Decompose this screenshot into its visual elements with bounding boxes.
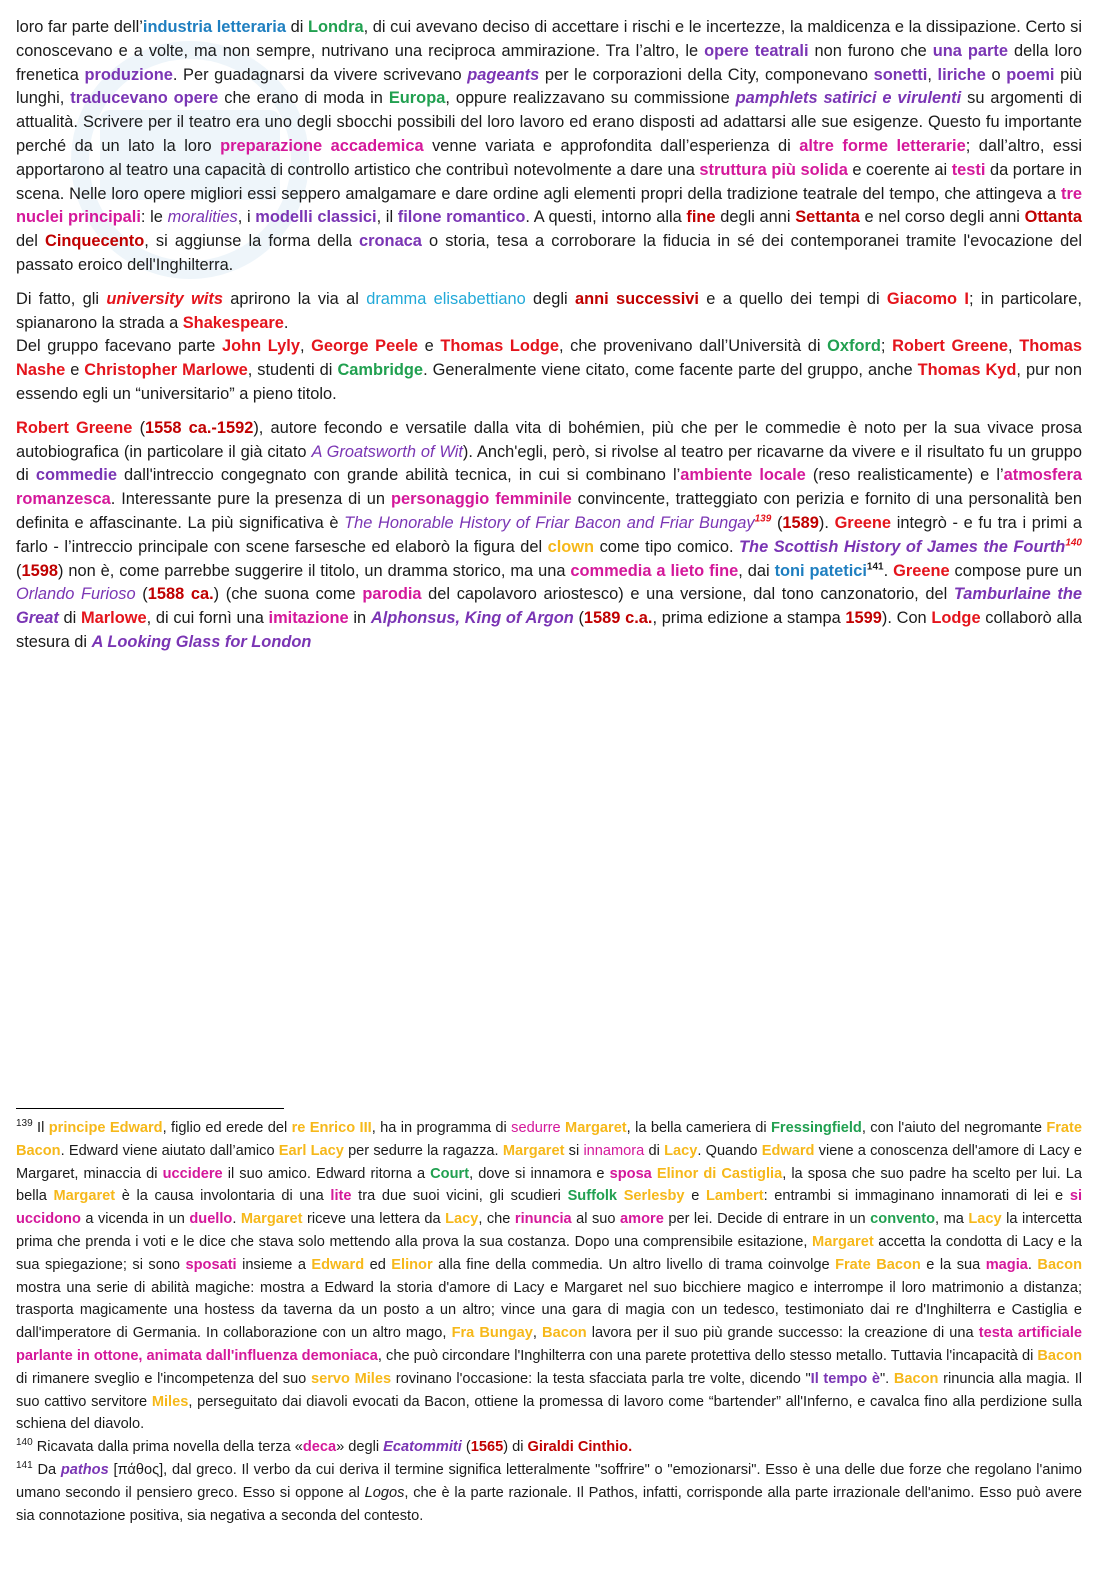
text-run: , che è la parte razionale. Il Pathos, infatti, corrisponde alla parte irrazionale dell'animo. Esso può avere sia connotazione positiva, sia negativa a seconda del contesto.: [16, 1484, 1082, 1524]
highlight-term: Lambert: [705, 1188, 764, 1205]
text-run: , che: [478, 1211, 515, 1228]
text-run: . Generalmente viene citato, come facente parte del gruppo, anche: [423, 361, 918, 380]
text-run: ) (che suona come: [213, 585, 363, 604]
highlight-term: lite: [330, 1188, 352, 1205]
highlight-term: poemi: [1006, 65, 1055, 84]
highlight-term: sonetti: [873, 65, 928, 84]
highlight-term: Lacy: [445, 1211, 479, 1228]
highlight-term: Elinor di Castiglia: [656, 1165, 783, 1182]
text-run: è la causa involontaria di una: [115, 1188, 331, 1205]
text-run: che erano di moda in: [218, 89, 389, 108]
text-run: , perseguitato dai diavoli evocati da Bacon, ottiene la promessa di lavoro come “bartender” all'Inferno, e cavalca fino alla perdizione sulla schiena del diavolo.: [16, 1393, 1082, 1433]
highlight-term: anni successivi: [574, 289, 699, 308]
highlight-term: Serlesby: [623, 1188, 685, 1205]
highlight-term: industria letteraria: [142, 18, 286, 36]
text-run: si: [564, 1142, 584, 1159]
text-run: non furono che: [808, 41, 933, 60]
text-run: insieme a: [236, 1256, 312, 1273]
text-run: tra due suoi vicini, gli scudieri: [351, 1188, 568, 1205]
highlight-term: Bacon: [542, 1325, 587, 1342]
highlight-term: Tamburlaine the Great: [16, 585, 1082, 628]
text-run: , con l'aiuto del negromante: [861, 1120, 1047, 1136]
highlight-term: Giacomo I: [886, 289, 969, 308]
highlight-term: John Lyly: [222, 337, 300, 356]
text-run: (: [135, 585, 148, 604]
highlight-term: amore: [620, 1211, 664, 1228]
text-run: Il: [32, 1120, 49, 1136]
highlight-term: The Scottish History of James the Fourth: [739, 537, 1066, 556]
highlight-term: atmosfera romanzesca: [16, 466, 1082, 509]
text-run: ,: [299, 337, 312, 356]
text-run: ed: [364, 1256, 392, 1273]
highlight-term: Marlowe: [81, 609, 147, 628]
highlight-term: Elinor: [391, 1256, 433, 1273]
footnotes: [16, 1117, 1082, 1527]
text-run: ,: [1008, 337, 1020, 356]
text-run: ) di: [503, 1439, 528, 1456]
highlight-term: deca: [302, 1439, 337, 1456]
highlight-term: 1599: [845, 609, 882, 628]
text-run: . Interessante pure la presenza di un: [110, 490, 391, 509]
highlight-term: 1558 ca.-1592: [145, 418, 254, 437]
text-run: per lei. Decide di entrare in un: [663, 1211, 871, 1228]
highlight-term: Christopher Marlowe: [84, 361, 248, 380]
highlight-term: uccidere: [162, 1165, 223, 1182]
footnote-140: [16, 1436, 1082, 1459]
highlight-term: produzione: [84, 65, 173, 84]
highlight-term: Thomas Nashe: [16, 337, 1083, 380]
text-run: a vicenda in un: [80, 1211, 190, 1228]
text-run: e coerente ai: [847, 160, 952, 179]
text-run: ), autore fecondo e versatile dalla vita di bohémien, più che per le commedie è noto per la sua vivace prosa autobiografica (in particolare il già citato: [16, 418, 1082, 461]
footnote-139: [16, 1117, 1082, 1436]
highlight-term: Greene: [893, 561, 950, 580]
text-run: . Edward viene aiutato dall’amico: [60, 1142, 279, 1159]
text-run: , di cui fornì una: [146, 609, 269, 628]
text-run: . Per guadagnarsi da vivere scrivevano: [172, 65, 468, 84]
text-run: , pur non essendo egli un “universitario” a pieno titolo.: [16, 361, 1082, 403]
text-run: . A questi, intorno alla: [525, 208, 687, 227]
highlight-term: convento: [870, 1211, 936, 1228]
text-run: collaborò alla stesura di: [16, 609, 1082, 651]
text-run: , ma: [935, 1211, 969, 1228]
text-run: accetta la condotta di Lacy e la sua spiegazione; si sono: [16, 1233, 1082, 1273]
highlight-term: si uccidono: [16, 1188, 1082, 1228]
text-run: compose pure un: [949, 561, 1082, 580]
highlight-term: Lacy: [968, 1211, 1002, 1228]
highlight-term: Margaret: [502, 1142, 565, 1159]
text-run: per sedurre la ragazza.: [343, 1142, 503, 1159]
text-run: (: [461, 1439, 471, 1456]
highlight-term: testa artificiale parlante in ottone, animata dall'influenza demoniaca: [16, 1325, 1083, 1364]
highlight-term: Edward: [311, 1256, 365, 1273]
text-run: integrò - e fu tra i primi a farlo - l’intreccio principale con scene farsesche ed elaborò la figura del: [16, 513, 1083, 556]
highlight-term: Robert Greene: [892, 337, 1008, 356]
highlight-term: Margaret: [565, 1120, 627, 1136]
highlight-term: Frate Bacon: [835, 1256, 921, 1273]
text-run: e: [65, 361, 85, 380]
highlight-term: The Honorable History of Friar Bacon and Friar Bungay: [344, 513, 755, 532]
highlight-term: Thomas Lodge: [440, 337, 559, 356]
highlight-term: rinuncia: [514, 1211, 572, 1228]
text-run: o storia, tesa a corroborare la fiducia in sé dei contemporanei tramite l'evocazione del passato eroico dell'Inghilterra.: [16, 232, 1083, 274]
highlight-term: ambiente locale: [680, 466, 806, 485]
highlight-term: 1589: [782, 513, 819, 532]
highlight-term: struttura più solida: [699, 160, 848, 179]
highlight-term: altre forme letterarie: [799, 136, 966, 155]
text-run: lavora per il suo più grande successo: la creazione di una: [586, 1325, 979, 1342]
highlight-term: una parte: [932, 41, 1008, 60]
highlight-term: dramma elisabettiano: [366, 289, 526, 308]
text-run: di: [58, 609, 81, 628]
highlight-term: 1589 c.a.: [583, 609, 653, 628]
highlight-term: servo Miles: [310, 1370, 392, 1387]
text-run: Del gruppo facevano parte: [16, 337, 222, 356]
paragraph-university-wits-production: [16, 16, 1082, 278]
highlight-term: Lodge: [931, 609, 981, 628]
highlight-term: Il tempo è: [810, 1370, 880, 1387]
highlight-term: Europa: [388, 89, 446, 108]
highlight-term: Lacy: [664, 1142, 698, 1159]
highlight-term: opere teatrali: [704, 41, 809, 60]
text-run: (: [771, 513, 783, 532]
highlight-term: traducevano opere: [70, 89, 219, 108]
text-run: o: [985, 65, 1007, 84]
text-run: : le: [140, 208, 168, 227]
text-run: , oppure realizzavano su commissione: [445, 89, 736, 108]
text-run: , che provenivano dall’Università di: [558, 337, 828, 356]
highlight-term: re Enrico III: [291, 1120, 372, 1136]
highlight-term: 1565: [470, 1439, 504, 1456]
text-run: convincente, tratteggiato con perizia e fornito di una personalità ben definita e affascinante. La più significativa è: [16, 490, 1083, 532]
highlight-term: Earl Lacy: [278, 1142, 344, 1159]
highlight-term: clown: [547, 537, 595, 556]
highlight-term: 1598: [21, 561, 58, 580]
text-run: , ha in programma di: [371, 1120, 512, 1136]
highlight-term: Bacon: [1037, 1256, 1083, 1273]
text-run: ,: [532, 1325, 543, 1342]
highlight-term: Bacon: [893, 1370, 939, 1387]
text-run: Di fatto, gli: [16, 289, 107, 308]
text-run: Logos: [364, 1484, 405, 1501]
text-run: dall'intreccio congegnato con grande abilità tecnica, in cui si combinano l’: [116, 466, 681, 485]
text-run: rovinano l'occasione: la testa sfacciata parla tre volte, dicendo ": [391, 1370, 811, 1387]
highlight-term: Shakespeare: [182, 313, 284, 332]
text-run: (: [132, 418, 146, 437]
highlight-term: pathos: [60, 1461, 109, 1478]
text-run: di: [644, 1142, 665, 1159]
text-run: , che può circondare l'Inghilterra con una parete protettiva dello stesso metallo. Tuttavia l'incapacità di: [377, 1347, 1038, 1364]
highlight-term: modelli classici: [255, 208, 377, 227]
text-run: , dove si innamora e: [469, 1165, 610, 1182]
highlight-term: sedurre: [511, 1120, 561, 1136]
highlight-term: sposati: [185, 1256, 237, 1273]
text-run: , la sposa che suo padre ha scelto per lui. La bella: [16, 1165, 1082, 1205]
highlight-term: filone romantico: [397, 208, 526, 227]
highlight-term: parodia: [362, 585, 422, 604]
text-run: più lunghi,: [16, 65, 1082, 108]
highlight-term: A Groatsworth of Wit: [311, 442, 463, 461]
highlight-term: moralities: [167, 208, 238, 227]
footnote-ref: 141: [16, 1460, 33, 1472]
text-run: .: [232, 1211, 241, 1228]
highlight-term: Londra: [308, 18, 364, 36]
text-run: e: [418, 337, 441, 356]
text-run: il suo amico. Edward ritorna a: [222, 1165, 431, 1182]
highlight-term: 1588 ca.: [147, 585, 214, 604]
highlight-term: Oxford: [827, 337, 881, 356]
text-run: su argomenti di attualità. Scrivere per il teatro era uno degli sbocchi possibili del loro lavoro ed erano disposti ad adattarsi alle sue esigenze. Questo fu importante perché da un lato la loro: [16, 89, 1082, 155]
text-run: [πάθος], dal greco. Il verbo da cui deriva il termine significa letteralmente "soffrire" o "emozionarsi". Esso è una delle due forze che regolano l'animo umano secondo il pensiero greco. Esso si oppone al: [16, 1461, 1083, 1501]
text-run: e: [684, 1188, 706, 1205]
highlight-term: Robert Greene: [16, 418, 133, 437]
text-run: » degli: [336, 1439, 384, 1456]
highlight-term: tre nuclei principali: [16, 184, 1082, 227]
footnote-separator: [16, 1108, 284, 1109]
text-run: : entrambi si immaginano innamorati di lei e: [763, 1188, 1070, 1205]
text-run: ;: [880, 337, 893, 356]
footnote-ref: 141: [866, 561, 884, 573]
text-run: di rimanere sveglio e l'incompetenza del suo: [16, 1370, 311, 1387]
highlight-term: fine: [686, 208, 716, 227]
highlight-term: George Peele: [311, 337, 418, 356]
text-run: .: [1027, 1256, 1038, 1273]
text-run: loro far parte dell’: [16, 18, 143, 36]
highlight-term: Cambridge: [337, 361, 424, 380]
highlight-term: Alphonsus, King of Argon: [370, 609, 574, 628]
text-run: al suo: [571, 1211, 621, 1228]
text-run: , studenti di: [247, 361, 338, 380]
highlight-term: Fra Bungay: [451, 1325, 533, 1342]
paragraph-robert-greene: [16, 417, 1082, 655]
highlight-term: Greene: [834, 513, 892, 532]
text-run: ).: [818, 513, 835, 532]
highlight-term: Fressingfield: [771, 1120, 862, 1136]
text-run: , il: [376, 208, 398, 227]
text-run: del: [16, 232, 45, 251]
highlight-term: Ecatommiti: [383, 1439, 462, 1456]
highlight-term: duello: [189, 1211, 233, 1228]
highlight-term: Orlando Furioso: [16, 585, 136, 604]
text-run: Ricavata dalla prima novella della terza «: [32, 1439, 303, 1456]
highlight-term: pageants: [467, 65, 540, 84]
highlight-term: Margaret: [240, 1211, 303, 1228]
highlight-term: Miles: [151, 1393, 189, 1410]
highlight-term: university wits: [106, 289, 223, 308]
text-run: ). Anch'egli, però, si rivolse al teatro per ricavarne da vivere e il risultato fu un gruppo di: [16, 442, 1082, 485]
text-run: (: [16, 561, 22, 580]
text-run: per le corporazioni della City, componevano: [539, 65, 874, 84]
highlight-term: testi: [951, 160, 986, 179]
highlight-term: Margaret: [812, 1233, 874, 1250]
text-run: mostra una serie di abilità magiche: mostra a Edward la storia d'amore di Lacy e Margaret nel suo bicchiere magico e interrompe il loro matrimonio a distanza; trasporta magicamente una hostess da taverna da un posto a un altro; vince una gara di magia con un tedesco, testimoniato dai re d'Inghilterra e Castiglia e dall'imperatore di Germania. In collaborazione con un altro mago,: [16, 1279, 1082, 1342]
main-text: [16, 16, 1082, 655]
highlight-term: personaggio femminile: [390, 490, 572, 509]
text-run: aprirono la via al: [222, 289, 367, 308]
text-run: e nel corso degli anni: [859, 208, 1025, 227]
highlight-term: Bacon: [1037, 1347, 1082, 1364]
highlight-term: principe Edward: [48, 1120, 163, 1136]
footnote-ref: 139: [16, 1118, 33, 1130]
text-run: e a quello dei tempi di: [698, 289, 887, 308]
text-run: come tipo comico.: [594, 537, 740, 556]
text-run: rinuncia alla magia. Il suo cattivo servitore: [16, 1370, 1083, 1410]
highlight-term: Suffolk: [567, 1188, 618, 1205]
text-run: di: [285, 18, 309, 36]
highlight-term: Giraldi Cinthio.: [527, 1439, 633, 1456]
text-run: del capolavoro ariostesco) e una versione, dal tono canzonatorio, del: [421, 585, 954, 604]
text-run: riceve una lettera da: [302, 1211, 446, 1228]
text-run: venne variata e approfondita dall’esperienza di: [423, 136, 800, 155]
text-run: alla fine della commedia. Un altro livello di trama coinvolge: [432, 1256, 836, 1273]
footnote-141: [16, 1459, 1082, 1527]
highlight-term: commedia a lieto fine: [570, 561, 739, 580]
text-run: .: [283, 313, 289, 332]
highlight-term: toni patetici: [774, 561, 867, 580]
highlight-term: Frate Bacon: [16, 1120, 1083, 1159]
text-run: , la bella cameriera di: [626, 1120, 772, 1136]
text-run: (reso realisticamente) e l’: [805, 466, 1004, 485]
highlight-term: Court: [430, 1165, 470, 1182]
highlight-term: Thomas Kyd: [917, 361, 1017, 380]
highlight-term: A Looking Glass for London: [91, 632, 312, 651]
highlight-term: Ottanta: [1024, 208, 1083, 227]
text-run: da portare in scena. Nelle loro opere migliori essi seppero amalgamare e dare ordine agli elementi propri della tradizione teatrale del tempo, che attingeva a: [16, 160, 1082, 203]
highlight-term: liriche: [937, 65, 986, 84]
text-run: , figlio ed erede del: [162, 1120, 292, 1136]
text-run: della loro frenetica: [16, 41, 1082, 84]
paragraph-group-members: [16, 288, 1082, 407]
text-run: . Quando: [697, 1142, 762, 1159]
text-run: [617, 1188, 624, 1204]
text-run: ,: [927, 65, 938, 84]
highlight-term: Margaret: [53, 1188, 116, 1205]
text-run: ). Con: [881, 609, 932, 628]
highlight-term: Edward: [761, 1142, 815, 1159]
text-run: , i: [237, 208, 256, 227]
highlight-term: innamora: [583, 1142, 645, 1159]
highlight-term: preparazione accademica: [220, 136, 424, 155]
highlight-term: Settanta: [795, 208, 860, 227]
text-run: , dai: [738, 561, 775, 580]
highlight-term: magia: [985, 1256, 1028, 1273]
footnote-ref: 140: [1065, 537, 1082, 549]
text-run: .: [883, 561, 894, 580]
footnote-ref: 140: [16, 1437, 33, 1449]
text-run: in: [348, 609, 371, 628]
text-run: la intercetta prima che prenda i voti e le dice che stava solo mettendo alla prova la sua costanza. Dopo una comprensibile esitazione,: [16, 1211, 1082, 1250]
text-run: Da: [32, 1461, 61, 1478]
highlight-term: pamphlets satirici e virulenti: [735, 89, 962, 108]
text-run: degli anni: [715, 208, 796, 227]
text-run: , di cui avevano deciso di accettare i rischi e le incertezze, la maldicenza e la dissipazione. Certo si conoscevano e a volte, ma non sempre, nutrivano una reciproca ammirazione. Tra l’altro, le: [16, 18, 1082, 60]
highlight-term: cronaca: [359, 232, 422, 251]
text-run: ".: [879, 1370, 894, 1387]
text-run: ) non è, come parrebbe suggerire il titolo, un dramma storico, ma una: [57, 561, 571, 580]
text-run: ; dall’altro, essi apportarono al teatro una capacità di controllo artistico che contribuì notevolmente a dare una: [16, 136, 1083, 179]
text-run: (: [573, 609, 584, 628]
highlight-term: commedie: [35, 466, 117, 485]
highlight-term: imitazione: [268, 609, 349, 628]
highlight-term: sposa: [609, 1165, 652, 1182]
text-run: e la sua: [920, 1256, 986, 1273]
text-run: , si aggiunse la forma della: [144, 232, 360, 251]
text-run: ; in particolare, spianarono la strada a: [16, 289, 1082, 332]
footnote-ref: 139: [754, 513, 772, 525]
text-run: degli: [525, 289, 575, 308]
text-run: , prima edizione a stampa: [652, 609, 846, 628]
text-run: viene a conoscenza dell'amore di Lacy e Margaret, minaccia di: [16, 1142, 1083, 1182]
highlight-term: Cinquecento: [44, 232, 145, 251]
